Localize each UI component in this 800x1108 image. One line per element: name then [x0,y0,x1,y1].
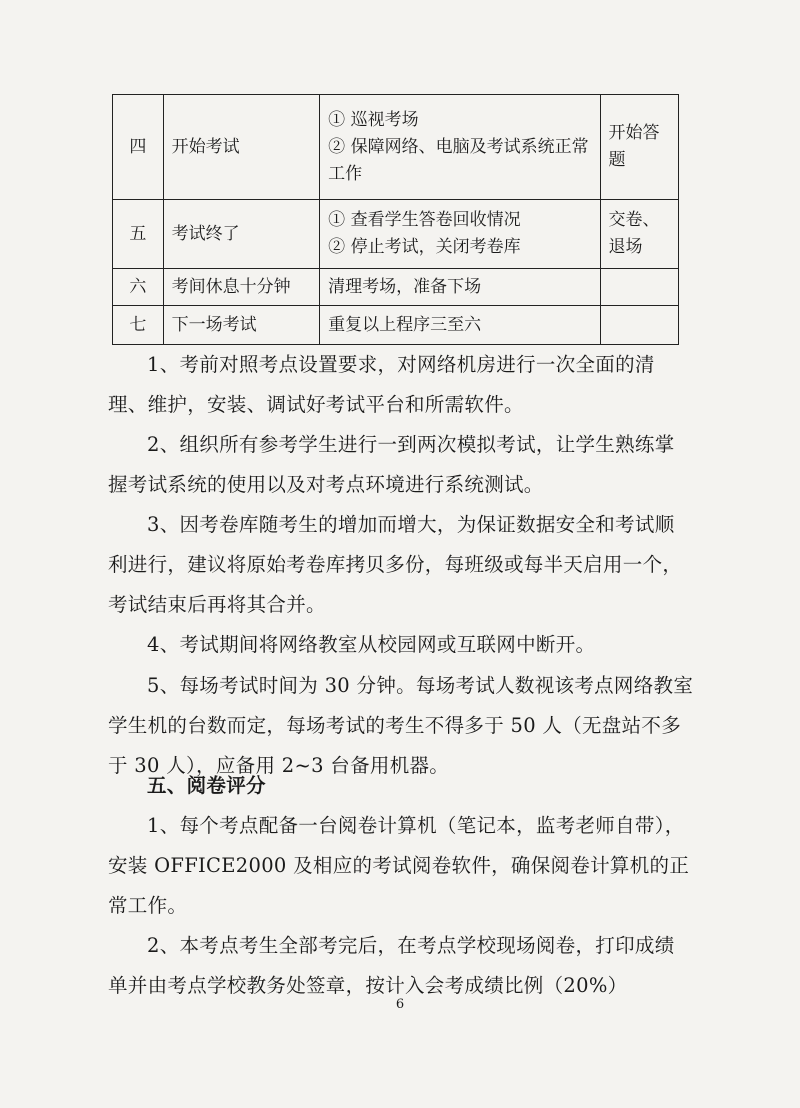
step-name: 考试终了 [163,200,320,269]
step-note: 交卷、退场 [600,200,678,269]
step-name: 下一场考试 [163,306,320,345]
task-item: 清理考场，准备下场 [328,276,482,297]
table-row [113,200,679,269]
step-name: 开始考试 [163,95,320,200]
step-tasks [320,95,600,200]
step-tasks [320,200,600,269]
step-number: 六 [113,269,164,306]
step-note [600,269,678,306]
step-name: 考间休息十分钟 [163,269,320,306]
paragraph-3: 3、因考卷库随考生的增加而增大，为保证数据安全和考试顺利进行，建议将原始考卷库拷贝多份，每班级或每半天启用一个，考试结束后再将其合并。 [108,513,683,616]
paragraph-5: 5、每场考试时间为 30 分钟。每场考试人数视该考点网络教室学生机的台数而定，每场考试的考生不得多于 50 人（无盘站不多于 30 人），应备用 2~3 台备用机器。 [108,674,694,777]
task-item: 重复以上程序三至六 [328,314,482,335]
task-item: ① 巡视考场 [328,109,419,130]
section-heading: 五、阅卷评分 [147,774,266,797]
step-tasks [320,269,600,306]
task-item: ② 保障网络、电脑及考试系统正常工作 [328,136,589,184]
step-number: 七 [113,306,164,345]
step-tasks [320,306,600,345]
step-number: 四 [113,95,164,200]
task-item: ② 停止考试，关闭考卷库 [328,237,521,257]
exam-schedule-table [112,94,679,345]
table-row [113,269,679,306]
paragraph-6: 1、每个考点配备一台阅卷计算机（笔记本，监考老师自带），安装 OFFICE2000 及相应的考试阅卷软件，确保阅卷计算机的正常工作。 [108,814,690,917]
table-row [113,95,679,200]
paragraph-7: 2、本考点考生全部考完后，在考点学校现场阅卷，打印成绩单并由考点学校教务处签章，按计入会考成绩比例（20%） [108,934,675,997]
table-row [113,306,679,345]
paragraph-1: 1、考前对照考点设置要求，对网络机房进行一次全面的清理、维护，安装、调试好考试平台和所需软件。 [108,353,655,416]
page-number: 6 [395,997,405,1012]
step-number: 五 [113,200,164,269]
paragraph-4: 4、考试期间将网络教室从校园网或互联网中断开。 [147,633,596,656]
paragraph-2: 2、组织所有参考学生进行一到两次模拟考试，让学生熟练掌握考试系统的使用以及对考点环境进行系统测试。 [108,433,675,496]
step-note: 开始答题 [600,95,678,200]
task-item: ① 查看学生答卷回收情况 [328,210,521,230]
step-note [600,306,678,345]
